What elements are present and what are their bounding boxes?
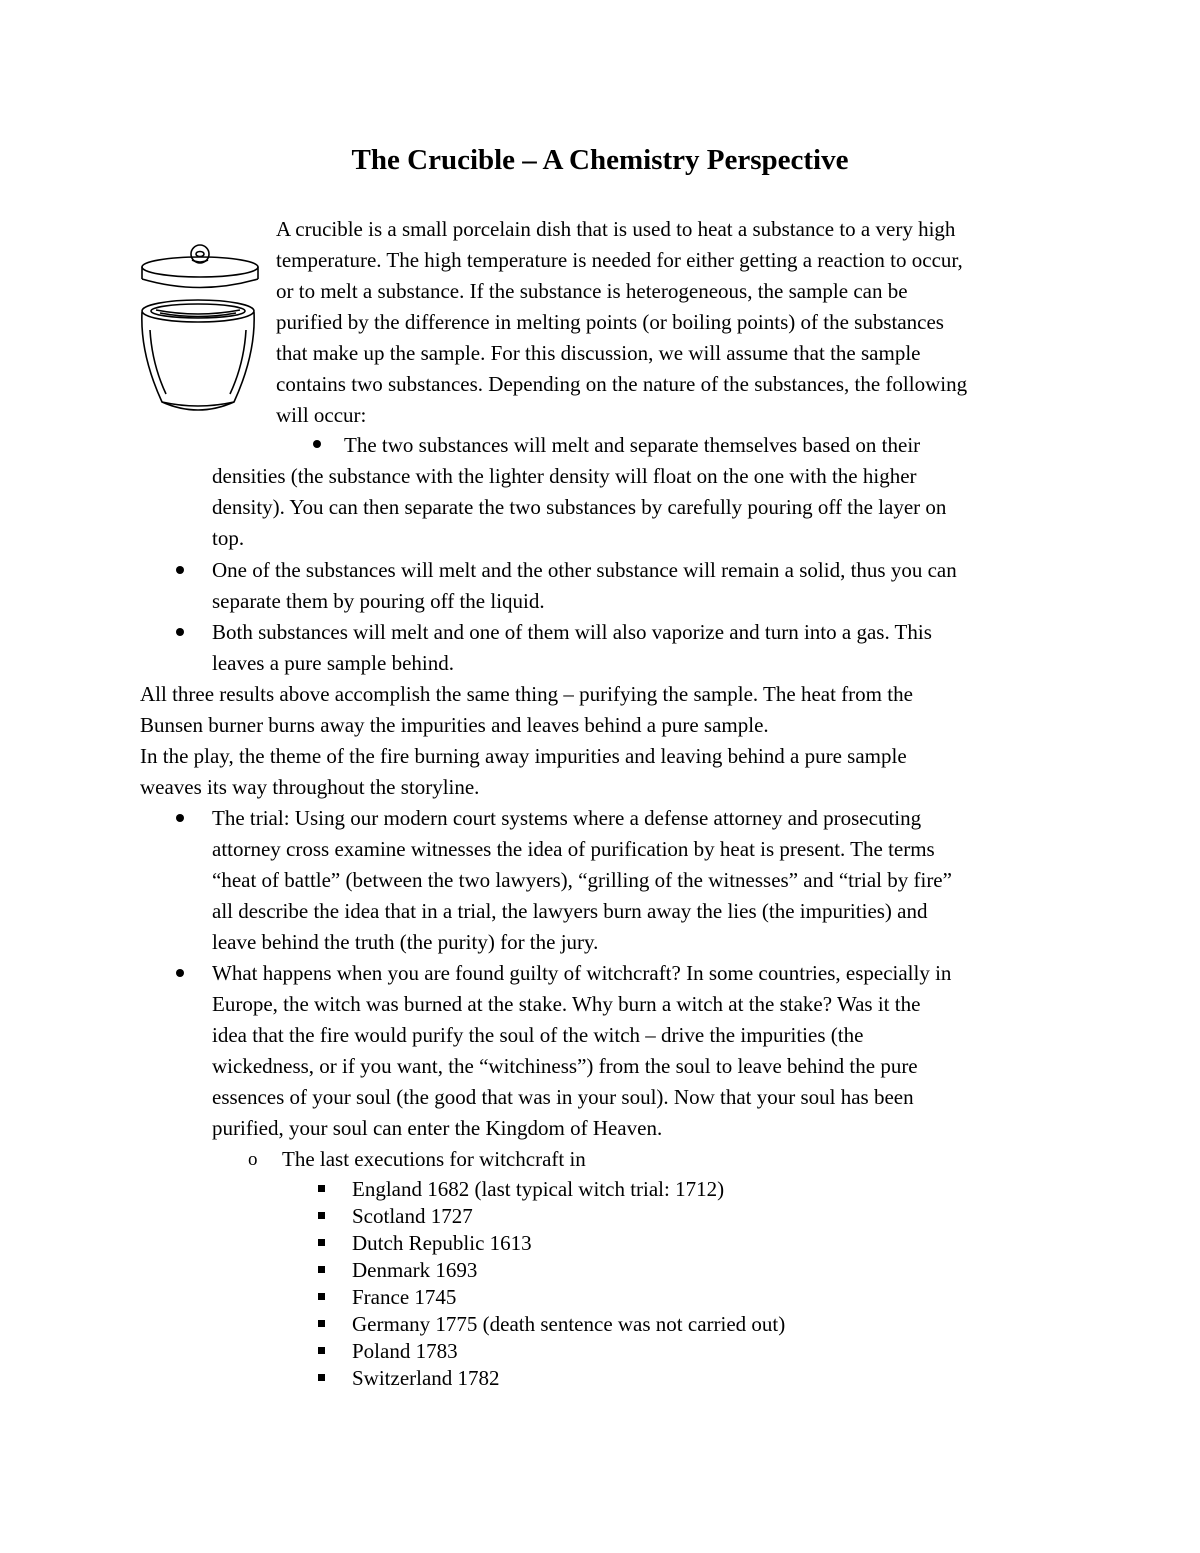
bullet-text-line: The trial: Using our modern court systems where a defense attorney and prosecuting xyxy=(212,806,922,830)
intro-paragraph xyxy=(276,214,1076,431)
bullet-dot-icon xyxy=(313,440,321,448)
bullet-text-line: all describe the idea that in a trial, the lawyers burn away the lies (the impurities) and xyxy=(212,899,928,923)
bullet-dot-icon xyxy=(176,628,184,636)
bullet-text-line: leaves a pure sample behind. xyxy=(212,651,454,675)
square-bullet-icon xyxy=(318,1212,325,1219)
execution-item: Denmark 1693 xyxy=(352,1258,478,1282)
bullet-text-line: wickedness, or if you want, the “witchiness”) from the soul to leave behind the pure xyxy=(212,1054,918,1078)
intro-line: that make up the sample. For this discussion, we will assume that the sample xyxy=(276,341,921,365)
square-bullet-icon xyxy=(318,1185,325,1192)
bullet-text-line: What happens when you are found guilty of witchcraft? In some countries, especially in xyxy=(212,961,952,985)
square-bullet-icon xyxy=(318,1266,325,1273)
intro-line: contains two substances. Depending on the nature of the substances, the following xyxy=(276,372,968,396)
bullet-text-line: The two substances will melt and separate themselves based on their xyxy=(344,433,921,457)
execution-item: Poland 1783 xyxy=(352,1339,458,1363)
square-bullet-icon xyxy=(318,1347,325,1354)
paragraph-line: weaves its way throughout the storyline. xyxy=(140,775,480,799)
crucible-illustration-icon xyxy=(136,234,266,424)
square-bullet-icon xyxy=(318,1293,325,1300)
circle-bullet-icon: o xyxy=(248,1149,258,1170)
bullet-dot-icon xyxy=(176,969,184,977)
execution-item: Germany 1775 (death sentence was not carried out) xyxy=(352,1312,786,1336)
bullet-text-line: separate them by pouring off the liquid. xyxy=(212,589,545,613)
intro-line: purified by the difference in melting points (or boiling points) of the substances xyxy=(276,310,944,334)
bullet-text-line: Both substances will melt and one of them will also vaporize and turn into a gas. This xyxy=(212,620,932,644)
square-bullet-icon xyxy=(318,1374,325,1381)
bullet-text-line: top. xyxy=(212,526,245,550)
bullet-dot-icon xyxy=(176,814,184,822)
page-title: The Crucible – A Chemistry Perspective xyxy=(351,144,849,176)
bullet-text-line: purified, your soul can enter the Kingdom of Heaven. xyxy=(212,1116,663,1140)
executions-heading: The last executions for witchcraft in xyxy=(282,1147,586,1171)
bullet-text-line: Europe, the witch was burned at the stake. Why burn a witch at the stake? Was it the xyxy=(212,992,921,1016)
bullet-dot-icon xyxy=(176,566,184,574)
intro-line: temperature. The high temperature is needed for either getting a reaction to occur, xyxy=(276,248,963,272)
intro-line: will occur: xyxy=(276,403,367,427)
intro-line: A crucible is a small porcelain dish that is used to heat a substance to a very high xyxy=(276,217,956,241)
bullet-text-line: essences of your soul (the good that was in your soul). Now that your soul has been xyxy=(212,1085,914,1109)
square-bullet-icon xyxy=(318,1239,325,1246)
square-bullet-icon xyxy=(318,1320,325,1327)
intro-line: or to melt a substance. If the substance is heterogeneous, the sample can be xyxy=(276,279,908,303)
bullet-text-line: densities (the substance with the lighter density will float on the one with the higher xyxy=(212,464,917,488)
bullet-text-line: One of the substances will melt and the other substance will remain a solid, thus you can xyxy=(212,558,957,582)
execution-item: Scotland 1727 xyxy=(352,1204,473,1228)
execution-item: England 1682 (last typical witch trial: 1712) xyxy=(352,1177,725,1201)
bullet-text-line: density). You can then separate the two substances by carefully pouring off the layer on xyxy=(212,495,947,519)
execution-item: Dutch Republic 1613 xyxy=(352,1231,532,1255)
paragraph-line: All three results above accomplish the same thing – purifying the sample. The heat from the xyxy=(140,682,913,706)
bullet-text-line: idea that the fire would purify the soul of the witch – drive the impurities (the xyxy=(212,1023,864,1047)
bullet-text-line: leave behind the truth (the purity) for the jury. xyxy=(212,930,599,954)
execution-item: Switzerland 1782 xyxy=(352,1366,500,1390)
paragraph-line: In the play, the theme of the fire burning away impurities and leaving behind a pure sample xyxy=(140,744,907,768)
execution-item: France 1745 xyxy=(352,1285,457,1309)
bullet-text-line: “heat of battle” (between the two lawyers), “grilling of the witnesses” and “trial by fire” xyxy=(212,868,952,892)
paragraph-line: Bunsen burner burns away the impurities and leaves behind a pure sample. xyxy=(140,713,769,737)
bullet-text-line: attorney cross examine witnesses the idea of purification by heat is present. The terms xyxy=(212,837,935,861)
